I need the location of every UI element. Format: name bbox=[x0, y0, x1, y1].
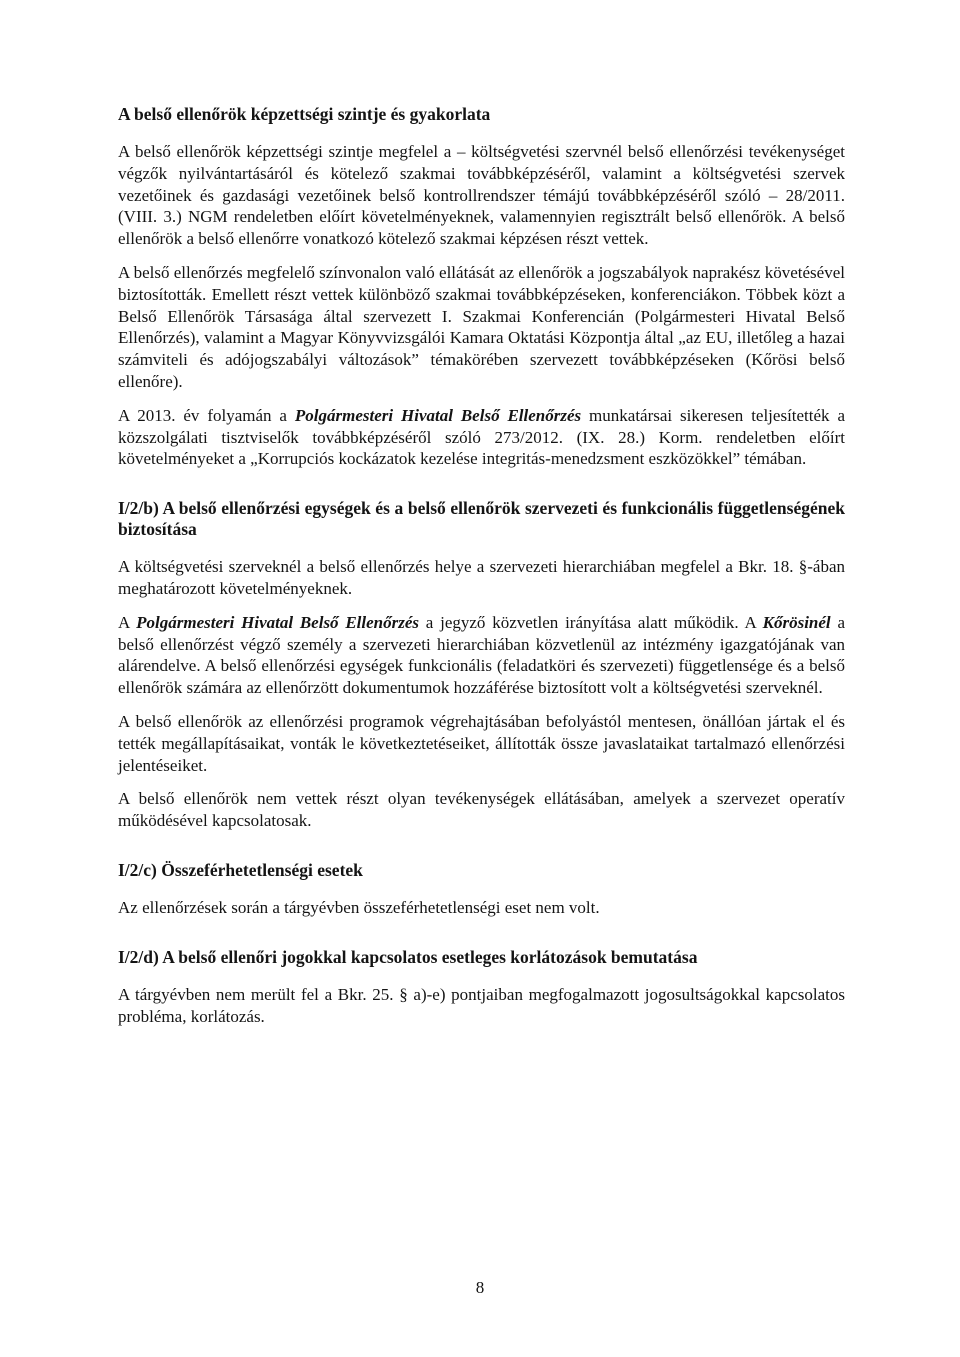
text-run: a belső ellenőrzést végző személy a szervezeti hierarchiában közvetlenül az intézmény igazgatójának van alárendelve. A belső ellenőrzési egységek funkcionális (feladatköri és szervezeti) függetlensége és a belső ellenőrök számára az ellenőrzött dokumentumok hozzáférése biztosított volt a költségvetési szerveknél. bbox=[118, 612, 845, 698]
document-page bbox=[118, 104, 845, 1039]
section-heading-qualifications: A belső ellenőrök képzettségi szintje és gyakorlata bbox=[118, 104, 491, 124]
paragraph-2013-training bbox=[118, 405, 845, 470]
section-independence bbox=[118, 498, 845, 832]
page-number: 8 bbox=[475, 1278, 485, 1297]
paragraph-subordination bbox=[118, 612, 845, 699]
section-heading-conflicts: I/2/c) Összeférhetetlenségi esetek bbox=[118, 859, 363, 880]
section-heading-restrictions: I/2/d) A belső ellenőri jogokkal kapcsolatos esetleges korlátozások bemutatása bbox=[118, 946, 698, 967]
paragraph-no-conflicts: Az ellenőrzések során a tárgyévben összeférhetetlenségi eset nem volt. bbox=[118, 897, 600, 917]
paragraph-autonomy: A belső ellenőrök az ellenőrzési programok végrehajtásában befolyástól mentesen, önállóan jártak el és tették megállapításaikat, vonták le következtetéseiket, állították össze javaslataikat tartalmazó ellenőrzési jelentéseiket. bbox=[118, 711, 845, 775]
paragraph-no-restrictions: A tárgyévben nem merült fel a Bkr. 25. § a)-e) pontjaiban megfogalmazott jogosultságokkal kapcsolatos probléma, korlátozás. bbox=[118, 984, 845, 1026]
emphasis-office-name: Polgármesteri Hivatal Belső Ellenőrzés bbox=[136, 612, 420, 632]
text-run: A bbox=[118, 612, 137, 632]
paragraph-training: A belső ellenőrzés megfelelő színvonalon való ellátását az ellenőrök a jogszabályok naprakész követésével biztosították. Emellett részt vettek különböző szakmai továbbképzéseken, konferenciákon. Többek közt a Belső Ellenőrök Társasága által szervezett I. Szakmai Konferencián (Polgármesteri Hivatal Belső Ellenőrzés), valamint a Magyar Könyvvizsgálói Kamara Oktatási Központja által „az EU, illetőleg a hazai számviteli és adójogszabályi változások” témakörében szervezett továbbképzéseken (Kőrösi belső ellenőre). bbox=[118, 262, 845, 391]
paragraph-operative-activities: A belső ellenőrök nem vettek részt olyan tevékenységek ellátásában, amelyek a szervezet operatív működésével kapcsolatosak. bbox=[118, 789, 845, 831]
text-run: a jegyző közvetlen irányítása alatt működik. A bbox=[419, 612, 763, 632]
section-qualifications bbox=[118, 104, 845, 470]
section-heading-independence: I/2/b) A belső ellenőrzési egységek és a belső ellenőrök szervezeti és funkcionális függetlenségének biztosítása bbox=[118, 498, 845, 540]
emphasis-office-name: Polgármesteri Hivatal Belső Ellenőrzés bbox=[294, 405, 582, 425]
emphasis-institution-name: Kőrösinél bbox=[762, 612, 831, 632]
paragraph-hierarchy: A költségvetési szerveknél a belső ellenőrzés helye a szervezeti hierarchiában megfelel a Bkr. 18. §-ában meghatározott követelményeknek. bbox=[118, 557, 845, 598]
section-conflicts bbox=[118, 860, 845, 919]
paragraph-qualification-level: A belső ellenőrök képzettségi szintje megfelel a – költségvetési szervnél belső ellenőrzési tevékenységet végzők nyilvántartásáról és kötelező szakmai továbbképzéséről, valamint a költségvetési szervek vezetőinek és gazdasági vezetőinek belső kontrollrendszer témájú továbbképzéséről szóló – 28/2011. (VIII. 3.) NGM rendeletben előírt követelményeknek, valamennyien regisztrált belső ellenőrök. A belső ellenőrök a belső ellenőrre vonatkozó kötelező szakmai képzésen részt vettek. bbox=[118, 142, 845, 249]
text-run: munkatársai sikeresen teljesítették a közszolgálati tisztviselők továbbképzéséről szóló 273/2012. (IX. 28.) Korm. rendeletben előírt követelményeket a „Korrupciós kockázatok kezelése integritás-menedzsment eszközökkel” témában. bbox=[118, 405, 845, 469]
text-run: A 2013. év folyamán a bbox=[118, 405, 295, 425]
section-restrictions bbox=[118, 947, 845, 1028]
